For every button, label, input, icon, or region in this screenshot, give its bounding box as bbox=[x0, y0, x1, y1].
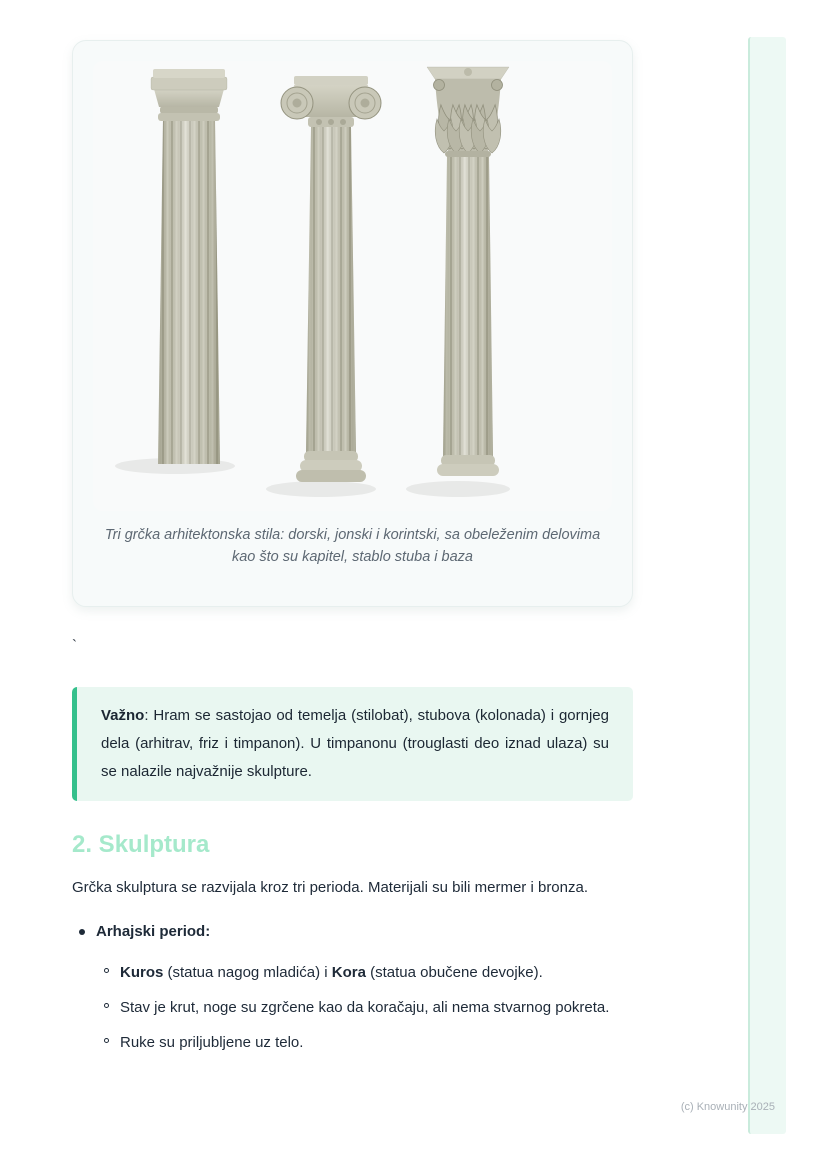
columns-illustration bbox=[93, 61, 612, 511]
ionic-column bbox=[266, 76, 381, 497]
term-kuros: Kuros bbox=[120, 964, 164, 981]
sublist-item-kuros-kora bbox=[72, 960, 633, 985]
sublist-item-text: (statua nagog mladića) i bbox=[163, 964, 332, 981]
figure-caption: Tri grčka arhitektonska stila: dorski, jonski i korintski, sa obeleženim delovima kao što su kapitel, stablo stuba i baza bbox=[104, 527, 601, 565]
stray-backtick: ` bbox=[72, 637, 77, 654]
list-item-title: Arhajski period: bbox=[96, 923, 211, 940]
arhajski-sublist bbox=[72, 960, 633, 1055]
callout-body: : Hram se sastojao od temelja (stilobat), stubova (kolonada) i gornjeg dela (arhitrav, friz i timpanon). U timpanonu (trouglasti deo iznad ulaza) su se nalazile najvažnije skulpture. bbox=[101, 707, 609, 780]
section-intro: Grčka skulptura se razvijala kroz tri perioda. Materijali su bili mermer i bronza. bbox=[72, 879, 589, 896]
disc-bullet-icon bbox=[79, 929, 85, 935]
callout-label: Važno bbox=[101, 707, 145, 724]
circle-bullet-icon bbox=[104, 1038, 109, 1043]
period-list bbox=[72, 920, 633, 944]
circle-bullet-icon bbox=[104, 968, 109, 973]
greek-columns-image bbox=[93, 61, 612, 511]
term-kora: Kora bbox=[331, 964, 366, 981]
important-callout bbox=[72, 687, 633, 801]
page-edge-stripe bbox=[748, 37, 786, 1134]
sublist-item-text: Stav je krut, noge su zgrčene kao da koračaju, ali nema stvarnog pokreta. bbox=[120, 999, 610, 1016]
sublist-item-text: Ruke su priljubljene uz telo. bbox=[120, 1034, 304, 1051]
content-column bbox=[72, 40, 633, 1065]
sublist-item-text: (statua obučene devojke). bbox=[365, 964, 543, 981]
section-heading: 2. Skulptura bbox=[72, 831, 210, 858]
list-item-arhajski-period bbox=[72, 920, 633, 944]
figure-card bbox=[72, 40, 633, 607]
copyright: (c) Knowunity 2025 bbox=[680, 1101, 775, 1113]
circle-bullet-icon bbox=[104, 1003, 109, 1008]
sublist-item-stav bbox=[72, 995, 633, 1020]
doric-column bbox=[115, 69, 235, 474]
corinthian-column bbox=[406, 67, 510, 497]
sublist-item-ruke bbox=[72, 1030, 633, 1055]
